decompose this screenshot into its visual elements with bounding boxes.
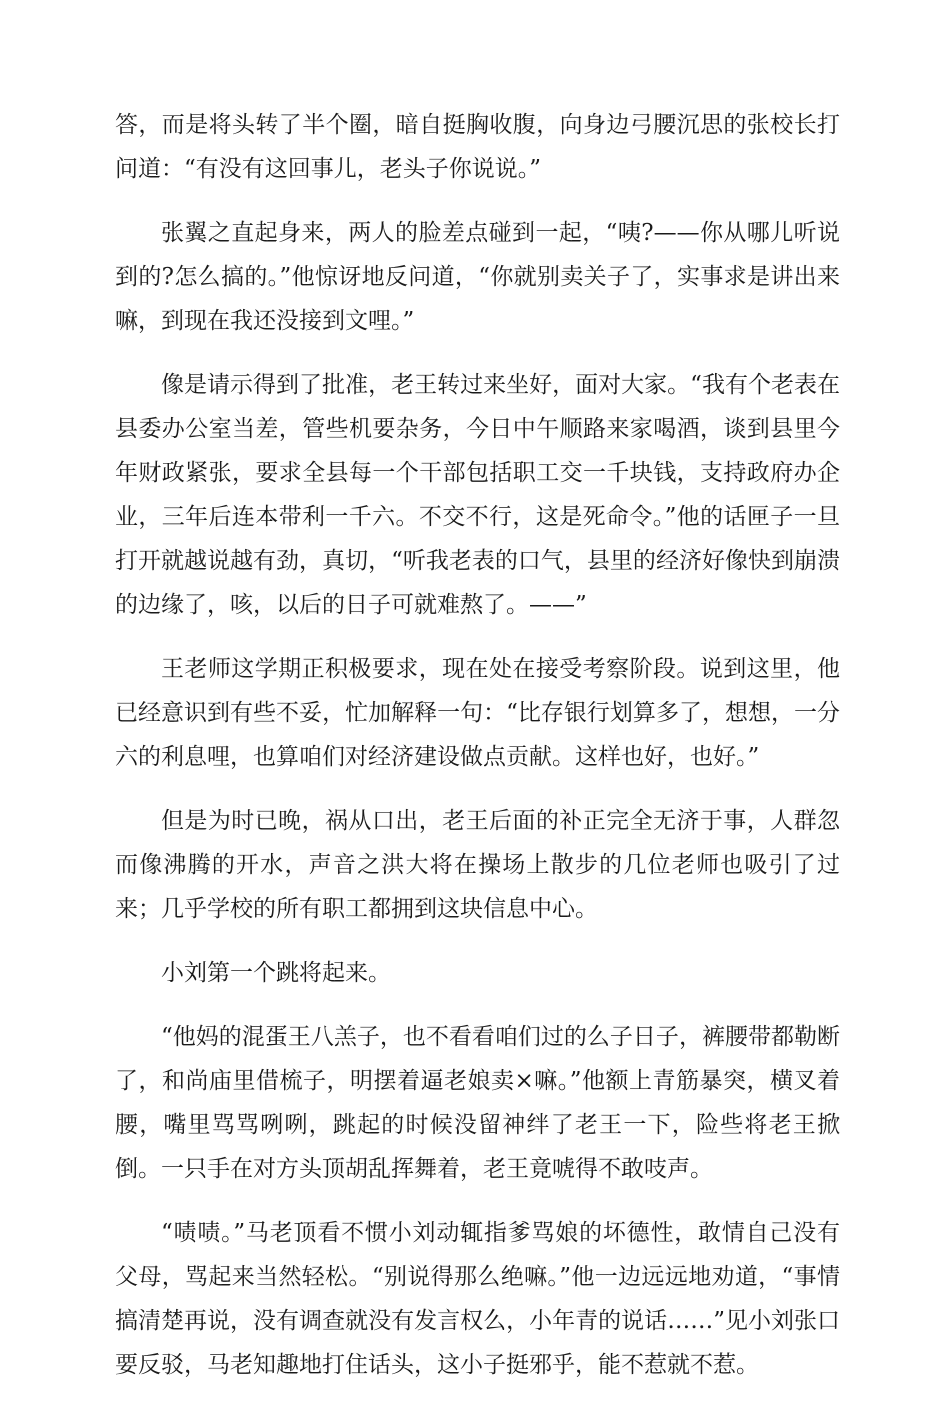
paragraph-2: 张翼之直起身来，两人的脸差点碰到一起，“咦?——你从哪儿听说到的?怎么搞的。”他惊讶地反问道，“你就别卖关子了，实事求是讲出来嘛，到现在我还没接到文哩。” (115, 220, 840, 334)
paragraph-1: 答，而是将头转了半个圈，暗自挺胸收腹，向身边弓腰沉思的张校长打问道：“有没有这回事儿，老头子你说说。” (115, 112, 840, 182)
document-page (115, 103, 840, 1407)
paragraph-8: “啧啧。”马老顶看不惯小刘动辄指爹骂娘的坏德性，敢情自己没有父母，骂起来当然轻松。“别说得那么绝嘛。”他一边远远地劝道，“事情搞清楚再说，没有调查就没有发言权么，小年青的说话……”见小刘张口要反驳，马老知趣地打住话头，这小子挺邪乎，能不惹就不惹。 (115, 1220, 840, 1378)
paragraph-3: 像是请示得到了批准，老王转过来坐好，面对大家。“我有个老表在县委办公室当差，管些机要杂务，今日中午顺路来家喝酒，谈到县里今年财政紧张，要求全县每一个干部包括职工交一千块钱，支持政府办企业，三年后连本带利一千六。不交不行，这是死命令。”他的话匣子一旦打开就越说越有劲，真切，“听我老表的口气，县里的经济好像快到崩溃的边缘了，咳，以后的日子可就难熬了。——” (115, 372, 840, 618)
paragraph-5: 但是为时已晚，祸从口出，老王后面的补正完全无济于事，人群忽而像沸腾的开水，声音之洪大将在操场上散步的几位老师也吸引了过来；几乎学校的所有职工都拥到这块信息中心。 (115, 808, 840, 922)
paragraph-7: “他妈的混蛋王八羔子，也不看看咱们过的么子日子，裤腰带都勒断了，和尚庙里借梳子，明摆着逼老娘卖×嘛。”他额上青筋暴突，横叉着腰，嘴里骂骂咧咧，跳起的时候没留神绊了老王一下，险些将老王掀倒。一只手在对方头顶胡乱挥舞着，老王竟唬得不敢吱声。 (115, 1024, 840, 1182)
paragraph-4: 王老师这学期正积极要求，现在处在接受考察阶段。说到这里，他已经意识到有些不妥，忙加解释一句：“比存银行划算多了，想想，一分六的利息哩，也算咱们对经济建设做点贡献。这样也好，也好。” (115, 656, 840, 770)
paragraph-6: 小刘第一个跳将起来。 (161, 960, 391, 986)
